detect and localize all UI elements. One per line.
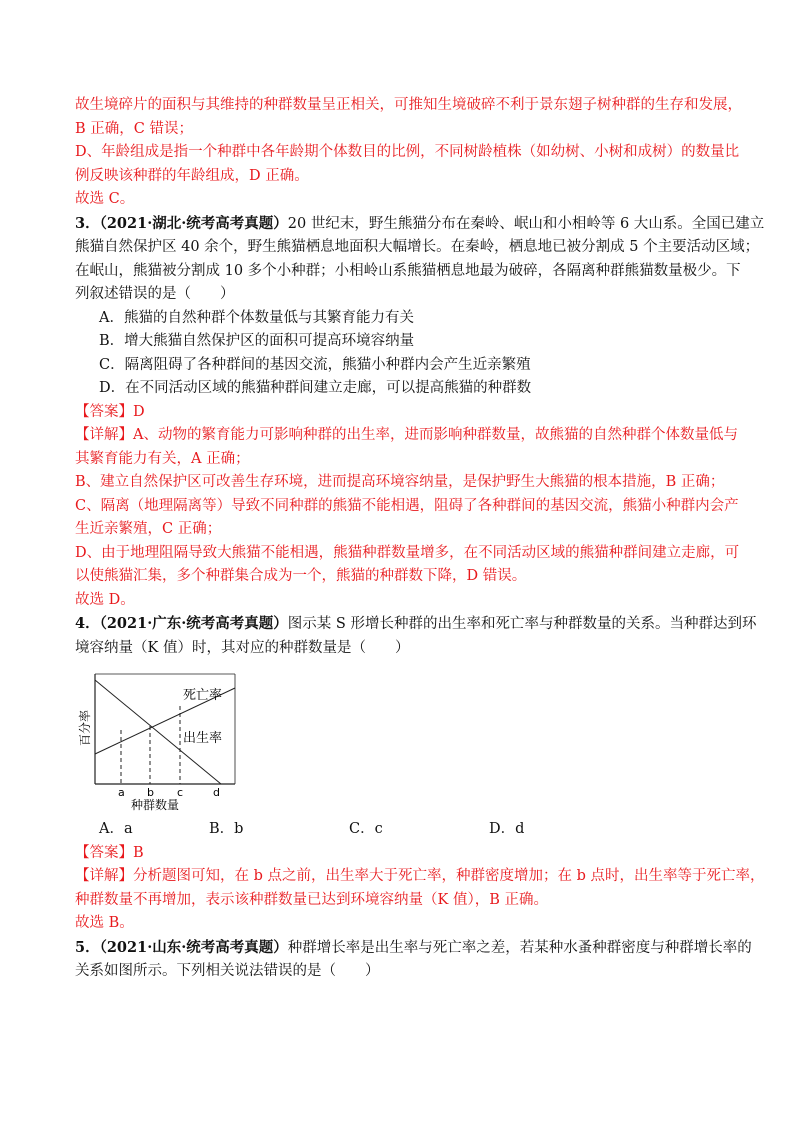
option-d: D．在不同活动区域的熊猫种群间建立走廊，可以提高熊猫的种群数 bbox=[99, 380, 532, 396]
birth-rate-label: 出生率 bbox=[183, 731, 223, 746]
figure-svg bbox=[75, 666, 275, 816]
document-page bbox=[75, 94, 765, 984]
option-c: C．隔离阻碍了各种群间的基因交流，熊猫小种群内会产生近亲繁殖 bbox=[99, 356, 531, 373]
option-c: C．c bbox=[349, 821, 383, 837]
option-b: B．b bbox=[209, 821, 244, 837]
question-number: 5． bbox=[75, 938, 100, 956]
explain-line: D、年龄组成是指一个种群中各年龄期个体数目的比例，不同树龄植株（如幼树、小树和成树）的数量比 bbox=[75, 144, 740, 160]
tick-b: b bbox=[147, 786, 154, 799]
explain-line: 其繁育能力有关，A 正确； bbox=[75, 450, 250, 467]
death-rate-label: 死亡率 bbox=[183, 688, 223, 703]
answer: 【答案】D bbox=[75, 403, 145, 420]
option-b: B．增大熊猫自然保护区的面积可提高环境容纳量 bbox=[99, 333, 415, 349]
question-4-stem bbox=[75, 612, 757, 637]
select-answer: 故选 B。 bbox=[75, 915, 134, 931]
question-text: 图示某 S 形增长种群的出生率和死亡率与种群数量的关系。当种群达到环 bbox=[287, 616, 757, 632]
question-text: 在岷山，熊猫被分割成 10 多个小种群；小相岭山系熊猫栖息地最为破碎，各隔离种群熊猫数量极少。下 bbox=[75, 262, 741, 279]
option-a: A．a bbox=[99, 821, 133, 837]
explain-line: B、建立自然保护区可改善生存环境，进而提高环境容纳量，是保护野生大熊猫的根本措施，B 正确； bbox=[75, 474, 725, 490]
question-number: 3． bbox=[75, 214, 100, 232]
x-axis-label: 种群数量 bbox=[131, 798, 180, 812]
select-answer: 故选 D。 bbox=[75, 591, 135, 608]
y-axis-label: 百分率 bbox=[78, 709, 92, 747]
q4-options bbox=[75, 818, 730, 842]
explain-line: 【详解】分析题图可知，在 b 点之前，出生率大于死亡率，种群密度增加；在 b 点时，出生率等于死亡率， bbox=[75, 868, 765, 884]
answer: 【答案】B bbox=[75, 844, 144, 861]
question-text: 种群增长率是出生率与死亡率之差，若某种水蚤种群密度与种群增长率的 bbox=[287, 939, 752, 956]
question-text: 关系如图所示。下列相关说法错误的是（ ） bbox=[75, 963, 380, 979]
tick-d: d bbox=[213, 786, 220, 799]
question-text: 列叙述错误的是（ ） bbox=[75, 286, 235, 302]
explain-line: 【详解】A、动物的繁育能力可影响种群的出生率，进而影响种群数量，故熊猫的自然种群个体数量低与 bbox=[75, 427, 738, 443]
question-text: 20 世纪末，野生熊猫分布在秦岭、岷山和小相岭等 6 大山系。全国已建立 bbox=[287, 215, 765, 232]
explain-line: B 正确，C 错误； bbox=[75, 120, 193, 137]
question-source: （2021·广东·统考高考真题） bbox=[99, 615, 288, 632]
explain-line: C、隔离（地理隔离等）导致不同种群的熊猫不能相遇，阻碍了各种群间的基因交流，熊猫小种群内会产 bbox=[75, 497, 739, 514]
tick-c: c bbox=[177, 786, 184, 799]
explain-line: 种群数量不再增加，表示该种群数量已达到环境容纳量（K 值），B 正确。 bbox=[75, 891, 548, 908]
birth-death-rate-figure bbox=[75, 666, 730, 816]
question-source: （2021·山东·统考高考真题） bbox=[99, 938, 288, 956]
explain-line: D、由于地理阻隔导致大熊猫不能相遇，熊猫种群数量增多，在不同活动区域的熊猫种群间建立走廊，可 bbox=[75, 544, 740, 561]
option-a: A．熊猫的自然种群个体数量低与其繁育能力有关 bbox=[99, 309, 414, 326]
question-5-stem bbox=[75, 936, 752, 961]
tick-a: a bbox=[118, 786, 125, 799]
question-source: （2021·湖北·统考高考真题） bbox=[99, 214, 288, 232]
explain-line: 以使熊猫汇集，多个种群集合成为一个，熊猫的种群数下降，D 错误。 bbox=[75, 568, 527, 584]
explain-line: 故生境碎片的面积与其维持的种群数量呈正相关，可推知生境破碎不利于景东翅子树种群的生存和发展， bbox=[75, 97, 742, 113]
option-d: D．d bbox=[489, 821, 525, 837]
question-text: 熊猫自然保护区 40 余个，野生熊猫栖息地面积大幅增长。在秦岭，栖息地已被分割成 5 个主要活动区域； bbox=[75, 239, 760, 255]
select-answer: 故选 C。 bbox=[75, 191, 135, 207]
question-number: 4． bbox=[75, 615, 100, 632]
question-text: 境容纳量（K 值）时，其对应的种群数量是（ ） bbox=[75, 639, 410, 656]
explain-line: 生近亲繁殖，C 正确； bbox=[75, 521, 222, 537]
question-3-stem bbox=[75, 212, 765, 237]
explain-line: 例反映该种群的年龄组成，D 正确。 bbox=[75, 167, 309, 184]
